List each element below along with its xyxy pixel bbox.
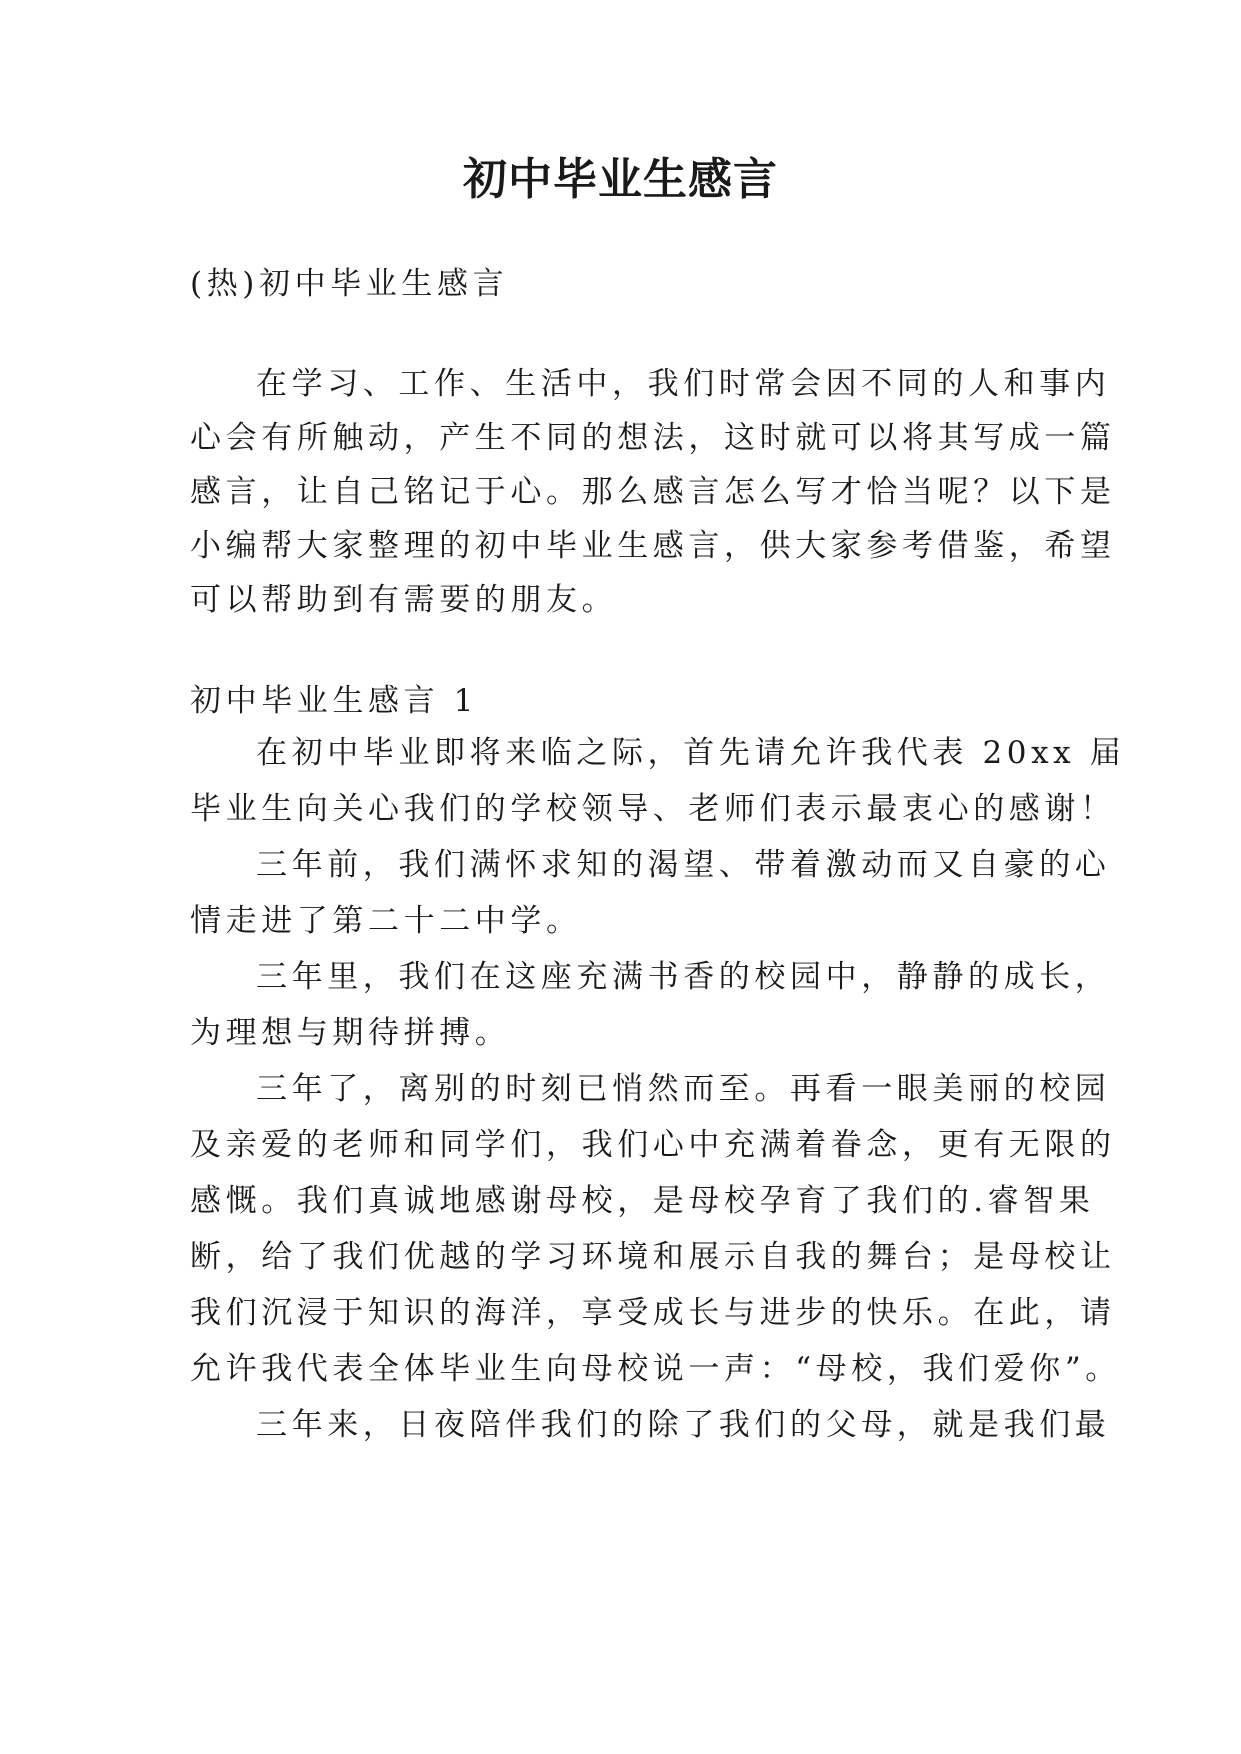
body-line: 断，给了我们优越的学习环境和展示自我的舞台；是母校让 bbox=[190, 1239, 1116, 1275]
body-line: 情走进了第二十二中学。 bbox=[190, 903, 582, 939]
section-heading: 初中毕业生感言 1 bbox=[190, 683, 478, 719]
body-line: 感慨。我们真诚地感谢母校，是母校孕育了我们的.睿智果 bbox=[190, 1183, 1095, 1219]
intro-line: 可以帮助到有需要的朋友。 bbox=[190, 582, 618, 618]
body-line: 为理想与期待拼搏。 bbox=[190, 1015, 511, 1051]
body-line: 三年了，离别的时刻已悄然而至。再看一眼美丽的校园 bbox=[256, 1071, 1111, 1107]
intro-line: 在学习、工作、生活中，我们时常会因不同的人和事内 bbox=[256, 366, 1111, 402]
body-line: 我们沉浸于知识的海洋，享受成长与进步的快乐。在此，请 bbox=[190, 1295, 1116, 1331]
body-line: 在初中毕业即将来临之际，首先请允许我代表 20xx 届 bbox=[256, 735, 1126, 771]
body-line: 三年前，我们满怀求知的渴望、带着激动而又自豪的心 bbox=[256, 847, 1111, 883]
body-line: 允许我代表全体毕业生向母校说一声：“母校，我们爱你”。 bbox=[190, 1351, 1121, 1387]
body-line: 三年里，我们在这座充满书香的校园中，静静的成长， bbox=[256, 959, 1111, 995]
body-line: 三年来，日夜陪伴我们的除了我们的父母，就是我们最 bbox=[256, 1407, 1111, 1443]
intro-line: 感言，让自己铭记于心。那么感言怎么写才恰当呢？以下是 bbox=[190, 474, 1116, 510]
document-title: 初中毕业生感言 bbox=[463, 154, 778, 205]
intro-line: 心会有所触动，产生不同的想法，这时就可以将其写成一篇 bbox=[190, 420, 1116, 456]
intro-line: 小编帮大家整理的初中毕业生感言，供大家参考借鉴，希望 bbox=[190, 528, 1116, 564]
document-subtitle: (热)初中毕业生感言 bbox=[190, 266, 509, 302]
body-line: 及亲爱的老师和同学们，我们心中充满着眷念，更有无限的 bbox=[190, 1127, 1116, 1163]
body-line: 毕业生向关心我们的学校领导、老师们表示最衷心的感谢！ bbox=[190, 791, 1116, 827]
